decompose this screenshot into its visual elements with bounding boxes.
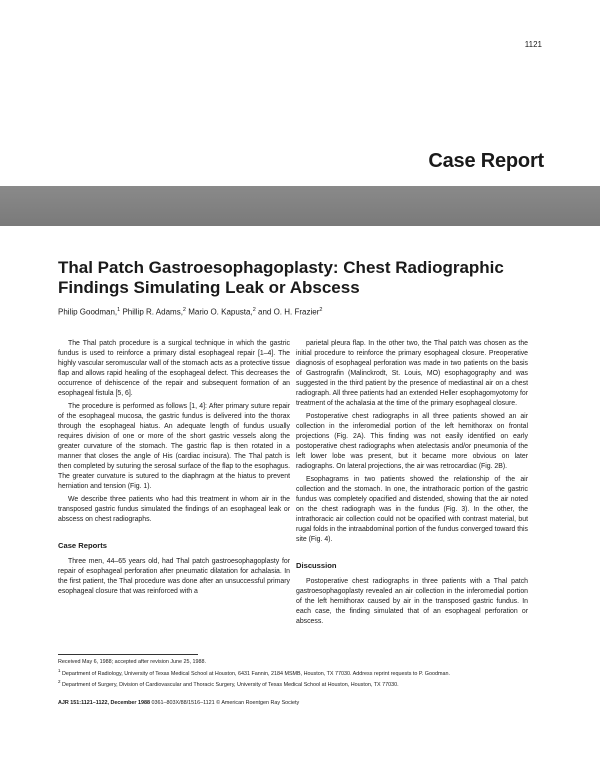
footnote-text: Department of Radiology, University of Texas Medical School at Houston, 6431 Fannin, 2184 MSMB, Houston, TX 77030. Address reprint requests to P. Goodman. [62,670,450,677]
body-paragraph: The Thal patch procedure is a surgical technique in which the gastric fundus is used to reinforce a primary distal esophageal repair [1–4]. The highly vascular seromuscular wall of the stomach acts as a protective tissue flap and allows rapid healing of the esophageal defect. This decreases the occurrence of dehiscence of the repair and subsequent formation of an esophageal fistula [5, 6]. [58,340,290,397]
body-paragraph: Esophagrams in two patients showed the relationship of the air collection and the stomach. In one, the intrathoracic portion of the gastric fundus was completely opacified and distended, showing that the air noted on the chest radiograph was in the fundus (Fig. 3). In the other, the intrathoracic air collection could not be opacified with contrast material, but rugal folds in the intraabdominal portion of the fundus converged toward this site (Fig. 4). [296,476,528,543]
author-name: Mario O. Kapusta, [188,307,253,317]
footnote-divider [58,654,198,655]
article-title: Thal Patch Gastroesophagoplasty: Chest Radiographic Findings Simulating Leak or Abscess [58,258,504,297]
author-name: and O. H. Frazier [258,307,320,317]
author-affiliation: 2 [252,307,256,313]
footnote-1 [58,667,548,678]
journal-citation [58,699,548,707]
footnote-number: 2 [58,678,61,684]
author-name: Phillip R. Adams, [122,307,183,317]
journal-copyright: 0361–803X/88/1516–1121 © American Roentgen Ray Society [151,700,300,706]
body-paragraph: Postoperative chest radiographs in all three patients showed an air collection in the inferomedial portion of the left hemithorax on frontal projections (Fig. 2A). This finding was not easily identified on early postoperative chest radiographs when atelectasis and/or pneumonia of the left lower lobe was present, but it became more obvious on later radiographs. On lateral projections, the air was retrocardiac (Fig. 2B). [296,413,528,470]
footnote-2 [58,678,548,689]
footnote-text: Department of Surgery, Division of Cardiovascular and Thoracic Surgery, University of Texas Medical School at Houston, Houston, TX 77030. [62,681,399,688]
right-column [296,339,528,630]
body-paragraph: Postoperative chest radiographs in three patients with a Thal patch gastroesophagoplasty revealed an air collection in the inferomedial portion of the left hemithorax caused by air in the transposed gastric fundus. In each case, the finding simulated that of an esophageal perforation or abscess. [296,578,528,625]
footnotes [58,659,548,689]
author-name: Philip Goodman, [58,307,118,317]
section-heading-case-reports: Case Reports [58,541,107,550]
author-line [58,305,548,318]
section-heading-discussion: Discussion [296,561,337,570]
body-paragraph: parietal pleura flap. In the other two, the Thal patch was chosen as the initial procedure to reinforce the primary esophageal closure. Preoperative diagnosis of esophageal perforation was made in two patients on the basis of Gastrografin (Malinckrodt, St. Louis, MO) esophagography and was suggested in the third patient by the presence of mediastinal air on a chest radiograph. All three patients had an extended Heller esophagomyotomy for treatment of the achalasia at the time of the primary esophageal closure. [296,340,528,407]
left-column [58,339,290,600]
received-note: Received May 6, 1988; accepted after revision June 25, 1988. [58,659,207,665]
author-affiliation: 2 [319,307,323,313]
body-paragraph: Three men, 44–65 years old, had Thal patch gastroesophagoplasty for repair of esophageal perforation after pneumatic dilatation for achalasia. In the first patient, the Thal procedure was done after an unsuccessful primary esophageal closure that was reinforced with a [58,558,290,595]
header-banner [0,186,600,226]
author-affiliation: 2 [182,307,186,313]
body-paragraph: The procedure is performed as follows [1, 4]: After primary suture repair of the esophageal mucosa, the gastric fundus is delivered into the thorax through the esophageal hiatus. An adequate length of fundus usually requires division of one or more of the short gastric vessels along the greater curvature of the stomach. The gastric flap is then rotated in a manner that closes the angle of His (cardiac incisura). The Thal patch is then completed by suturing the serosal surface of the flap to the esophagus. The greater curvature is sutured to the diaphragm at the hiatus to prevent herniation and tension (Fig. 1). [58,403,290,490]
page-number: 1121 [524,40,542,49]
footnote-number: 1 [58,667,61,673]
journal-reference: AJR 151:1121–1122, December 1988 [58,700,151,706]
body-paragraph: We describe three patients who had this treatment in whom air in the transposed gastric fundus simulated the findings of an esophageal leak or abscess on chest radiographs. [58,496,290,523]
author-affiliation: 1 [117,307,121,313]
section-label: Case Report [428,150,544,172]
